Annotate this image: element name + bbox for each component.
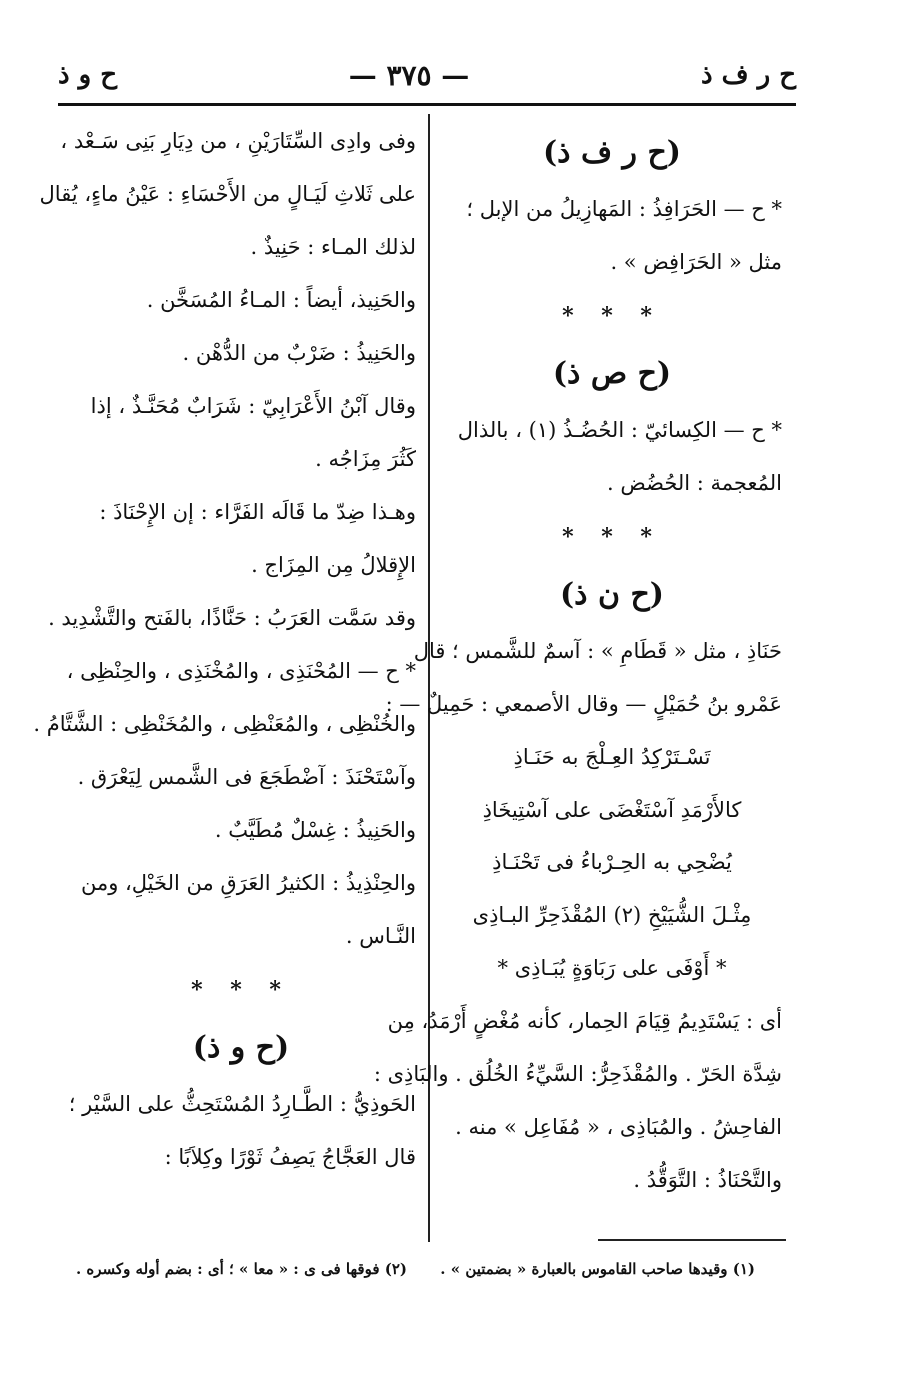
left-column [33,126,416,1195]
text-line: وقد سَمَّت العَرَبُ : حَنَّاذًا، بالفَتح والتَّشْدِيد . [48,606,416,630]
header-rule [58,103,796,106]
text-line: الفاحِشُ . والمُبَاذِى ، « مُفَاعِل » منه . [455,1115,782,1140]
text-line: النَّـاس . [345,924,416,948]
text-line: على ثَلاثِ لَيَـالٍ من الأَحْسَاءِ : عَيْنُ ماءٍ، يُقال [39,182,416,206]
text-line: وقال آبْنُ الأَعْرَابِيّ : شَرَابٌ مُحَنَّـذٌ ، إذا [90,394,416,418]
section-separator: * * * [562,302,662,329]
text-line: والحَنِيذُ : غِسْلٌ مُطَيَّبٌ . [214,818,416,842]
text-line: الحَوذِيُّ : الطَّـارِدُ المُسْتَحِثُّ على السَّيْر ؛ [68,1092,416,1117]
text-line: والحِنْذِيذُ : الكثيرُ العَرَقِ من الخَيْلِ، ومن [80,871,416,895]
text-line: * ح — الحَرَافِذُ : المَهازِيلُ من الإبل ؛ [466,196,782,221]
text-line: * ح — المُحْنَذِى ، والمُخْنَذِى ، والحِنْظِى ، [66,659,416,683]
text-line: وآسْتَحْنَذَ : آضْطَجَعَ فى الشَّمس لِيَعْرَق . [77,765,416,789]
section-heading: (ح و ذ) [192,1030,290,1066]
footnote-1: (١) وقيدها صاحب القاموس بالعبارة « بضمتين » . [440,1260,755,1278]
section-heading: (ح ص ذ) [552,356,672,392]
text-line: المُعجمة : الحُضُض . [607,470,782,495]
header-left-title: ح و ذ [58,60,118,90]
footnote-rule [598,1239,786,1241]
section-heading: (ح ن ذ) [559,577,665,613]
text-line: وفى وادِى السِّتَارَيْنِ ، من دِيَارِ بَنِى سَـعْد ، [60,129,416,153]
footnote-2: (٢) فوقها فى ى : « معا » ؛ أى : بضم أوله وكسره . [75,1260,407,1278]
page-header [58,52,796,98]
text-line: حَنَاذِ ، مثل « قَطَامِ » : آسمٌ للشَّمس ؛ قال [413,638,782,663]
section-heading: (ح ر ف ذ) [542,135,682,170]
verse-line: * أَوْفَى على رَبَاوَةٍ يُبَـاذِى * [497,956,727,981]
text-line: والحَنِيذُ : ضَرْبٌ من الدُّهْن . [182,341,416,365]
text-line: لذلك المـاء : حَنِيذٌ . [250,235,416,259]
verse-line: مِثْـلَ الشُّيَيْخِ (٢) المُقْذَحِرِّ البـاذِى [472,903,752,928]
text-line: عَمْرو بنُ حُمَيْلٍ — وقال الأصمعي : حَمِيلٌ — : [385,691,782,716]
text-line: كَثُرَ مِزَاجُه . [315,447,416,471]
text-line: والخُنْظِى ، والمُعَنْظِى ، والمُخَنْظِى : الشَّتَّامُ . [33,712,416,736]
verse-line: كالأَرْمَدِ آسْتَغْضَى على آسْتِيخَاذِ [482,797,742,822]
text-line: قال العَجَّاجُ يَصِفُ ثَوْرًا وكِلاَبًا : [164,1145,416,1170]
text-line: والحَنِيذ، أيضاً : المـاءُ المُسَخَّن . [146,288,416,312]
text-line: مثل « الحَرَافِض » . [610,249,782,274]
text-line: * ح — الكِسائيّ : الحُضُـذُ (١) ، بالذال [457,417,782,442]
text-line: الإِقلالُ مِن المِزَاج . [251,553,416,577]
text-line: والتَّحْنَاذُ : التَّوَقُّدُ . [633,1168,782,1193]
section-separator: * * * [562,523,662,550]
header-right-title: ح ر ف ذ [700,60,796,90]
verse-line: يُضْحِي به الحِـرْباءُ فى تَحْنَـاذِ [492,850,732,875]
section-separator: * * * [191,977,291,1003]
text-line: شِدَّة الحَرّ . والمُقْذَحِرُّ: السَّيِّءُ الخُلُق . والبَاذِى : [373,1062,782,1087]
page-number: — ٣٧٥ — [348,58,470,92]
verse-line: تَسْـتَرْكِدُ العِـلْجَ به حَنَـاذِ [513,744,711,769]
text-line: أى : يَسْتَدِيمُ قِيَامَ الحِمار، كأنه مُغْضٍ أَرْمَدُ، مِن [387,1009,782,1034]
text-line: وهـذا ضِدّ ما قَالَه الفَرَّاء : إن الإِحْنَاذَ : [99,500,416,524]
